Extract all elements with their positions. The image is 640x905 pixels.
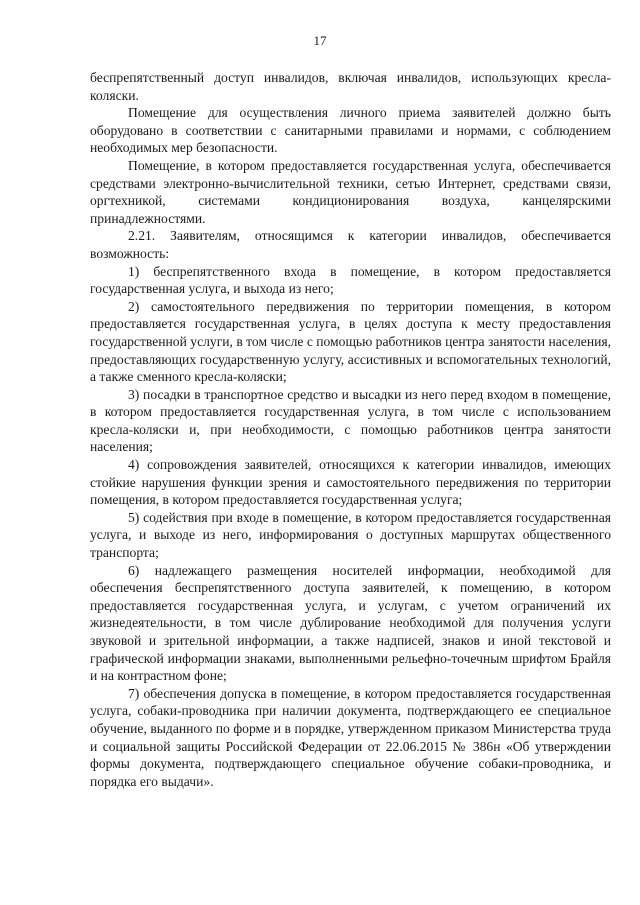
list-item-7: 7) обеспечения допуска в помещение, в котором предоставляется государственная услуга, собаки-проводника при наличии документа, подтверждающего ее специальное обучение, выданного по форме и в порядке, утвержденном приказом Министерства труда и социальной защиты Российской Федерации от 22.06.2015 № 386н «Об утверждении формы документа, подтверждающего специальное обучение собаки-проводника, и порядка его выдачи».: [90, 685, 611, 789]
list-item-6: 6) надлежащего размещения носителей информации, необходимой для обеспечения беспрепятственного доступа заявителей, к помещению, в котором предоставляется государственная услуга, и услугам, с учетом ограничений их жизнедеятельности, в том числе дублирование необходимой для получения услуги звуковой и зрительной информации, а также надписей, знаков и иной текстовой и графической информации знаками, выполненными рельефно-точечным шрифтом Брайля и на контрастном фоне;: [90, 562, 611, 684]
list-item-5: 5) содействия при входе в помещение, в котором предоставляется государственная услуга, и выходе из него, информирования о доступных маршрутах общественного транспорта;: [90, 509, 611, 561]
body-text: [90, 69, 611, 790]
list-item-3: 3) посадки в транспортное средство и высадки из него перед входом в помещение, в котором предоставляется государственная услуга, в том числе с использованием кресла-коляски и, при необходимости, с помощью работников центра занятости населения;: [90, 386, 611, 455]
list-item-1: 1) беспрепятственного входа в помещение, в котором предоставляется государственная услуга, и выхода из него;: [90, 263, 611, 297]
paragraph-section-2-21: 2.21. Заявителям, относящимся к категории инвалидов, обеспечивается возможность:: [90, 228, 611, 261]
list-item-4: 4) сопровождения заявителей, относящихся к категории инвалидов, имеющих стойкие нарушения функции зрения и самостоятельного передвижения по территории помещения, в котором предоставляется государственная услуга;: [90, 457, 611, 508]
paragraph-reception-room: Помещение для осуществления личного приема заявителей должно быть оборудовано в соответствии с санитарными правилами и нормами, с соблюдением необходимых мер безопасности.: [90, 105, 611, 156]
list-item-2: 2) самостоятельного передвижения по территории помещения, в котором предоставляется государственная услуга, в целях доступа к месту предоставления государственной услуги, в том числе с помощью работников центра занятости населения, предоставляющих государственную услугу, ассистивных и вспомогательных технологий, а также сменного кресла-коляски;: [90, 298, 612, 385]
page-number: 17: [313, 33, 327, 48]
paragraph-room-equipment: Помещение, в котором предоставляется государственная услуга, обеспечивается средствами электронно-вычислительной техники, сетью Интернет, средствами связи, оргтехникой, системами кондиционирования воздуха, канцелярскими принадлежностями.: [90, 157, 611, 226]
paragraph-continuation: беспрепятственный доступ инвалидов, включая инвалидов, использующих кресла-коляски.: [90, 70, 611, 103]
